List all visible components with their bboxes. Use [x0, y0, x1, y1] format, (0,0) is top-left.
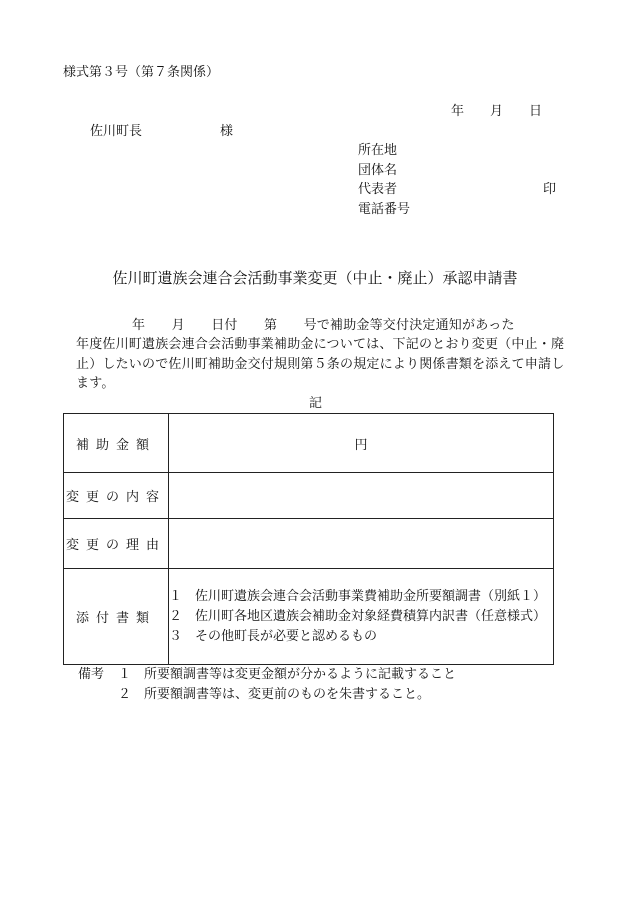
ki-mark: 記: [309, 396, 323, 411]
application-table: [63, 413, 554, 665]
table-row: [64, 519, 554, 569]
table-row: [64, 473, 554, 519]
attachments-list: [169, 569, 554, 665]
reason-label: 変更の理由: [64, 519, 169, 569]
reason-value: [169, 519, 554, 569]
field-address: 所在地: [358, 143, 398, 158]
change-value: [169, 473, 554, 519]
seal-mark: 印: [543, 182, 557, 197]
notes-label: 備考: [78, 667, 105, 682]
body-line-2: 年度佐川町遺族会連合会活動事業補助金については、下記のとおり変更（中止・廃: [76, 337, 565, 352]
note-item: １ 所要額調書等は変更金額が分かるように記載すること: [118, 667, 457, 682]
field-phone: 電話番号: [358, 202, 411, 217]
attachment-item: ３ その他町長が必要と認めるもの: [169, 628, 378, 644]
date-line: 年 月 日: [451, 104, 543, 119]
field-group: 団体名: [358, 163, 398, 178]
form-number: 様式第３号（第７条関係）: [63, 65, 220, 80]
body-line-1: 年 月 日付 第 号で補助金等交付決定通知があった: [132, 318, 515, 333]
field-representative: 代表者: [358, 182, 398, 197]
attachments-label: 添付書類: [64, 569, 169, 665]
body-line-3: 止）したいので佐川町補助金交付規則第５条の規定により関係書類を添えて申請し: [76, 357, 565, 372]
amount-unit: 円: [354, 437, 368, 453]
amount-label: 補助金額: [64, 414, 169, 473]
document-title: 佐川町遺族会連合会活動事業変更（中止・廃止）承認申請書: [112, 269, 518, 287]
change-label: 変更の内容: [64, 473, 169, 519]
amount-value: [169, 414, 554, 473]
attachment-item: ２ 佐川町各地区遺族会補助金対象経費積算内訳書（任意様式）: [169, 608, 547, 624]
table-row: [64, 414, 554, 473]
body-line-4: ます。: [76, 376, 115, 391]
addressee: 佐川町長 様: [90, 124, 234, 139]
table-row: [64, 569, 554, 665]
attachment-item: １ 佐川町遺族会連合会活動事業費補助金所要額調書（別紙１）: [169, 588, 547, 604]
note-item: ２ 所要額調書等は、変更前のものを朱書すること。: [118, 687, 431, 702]
